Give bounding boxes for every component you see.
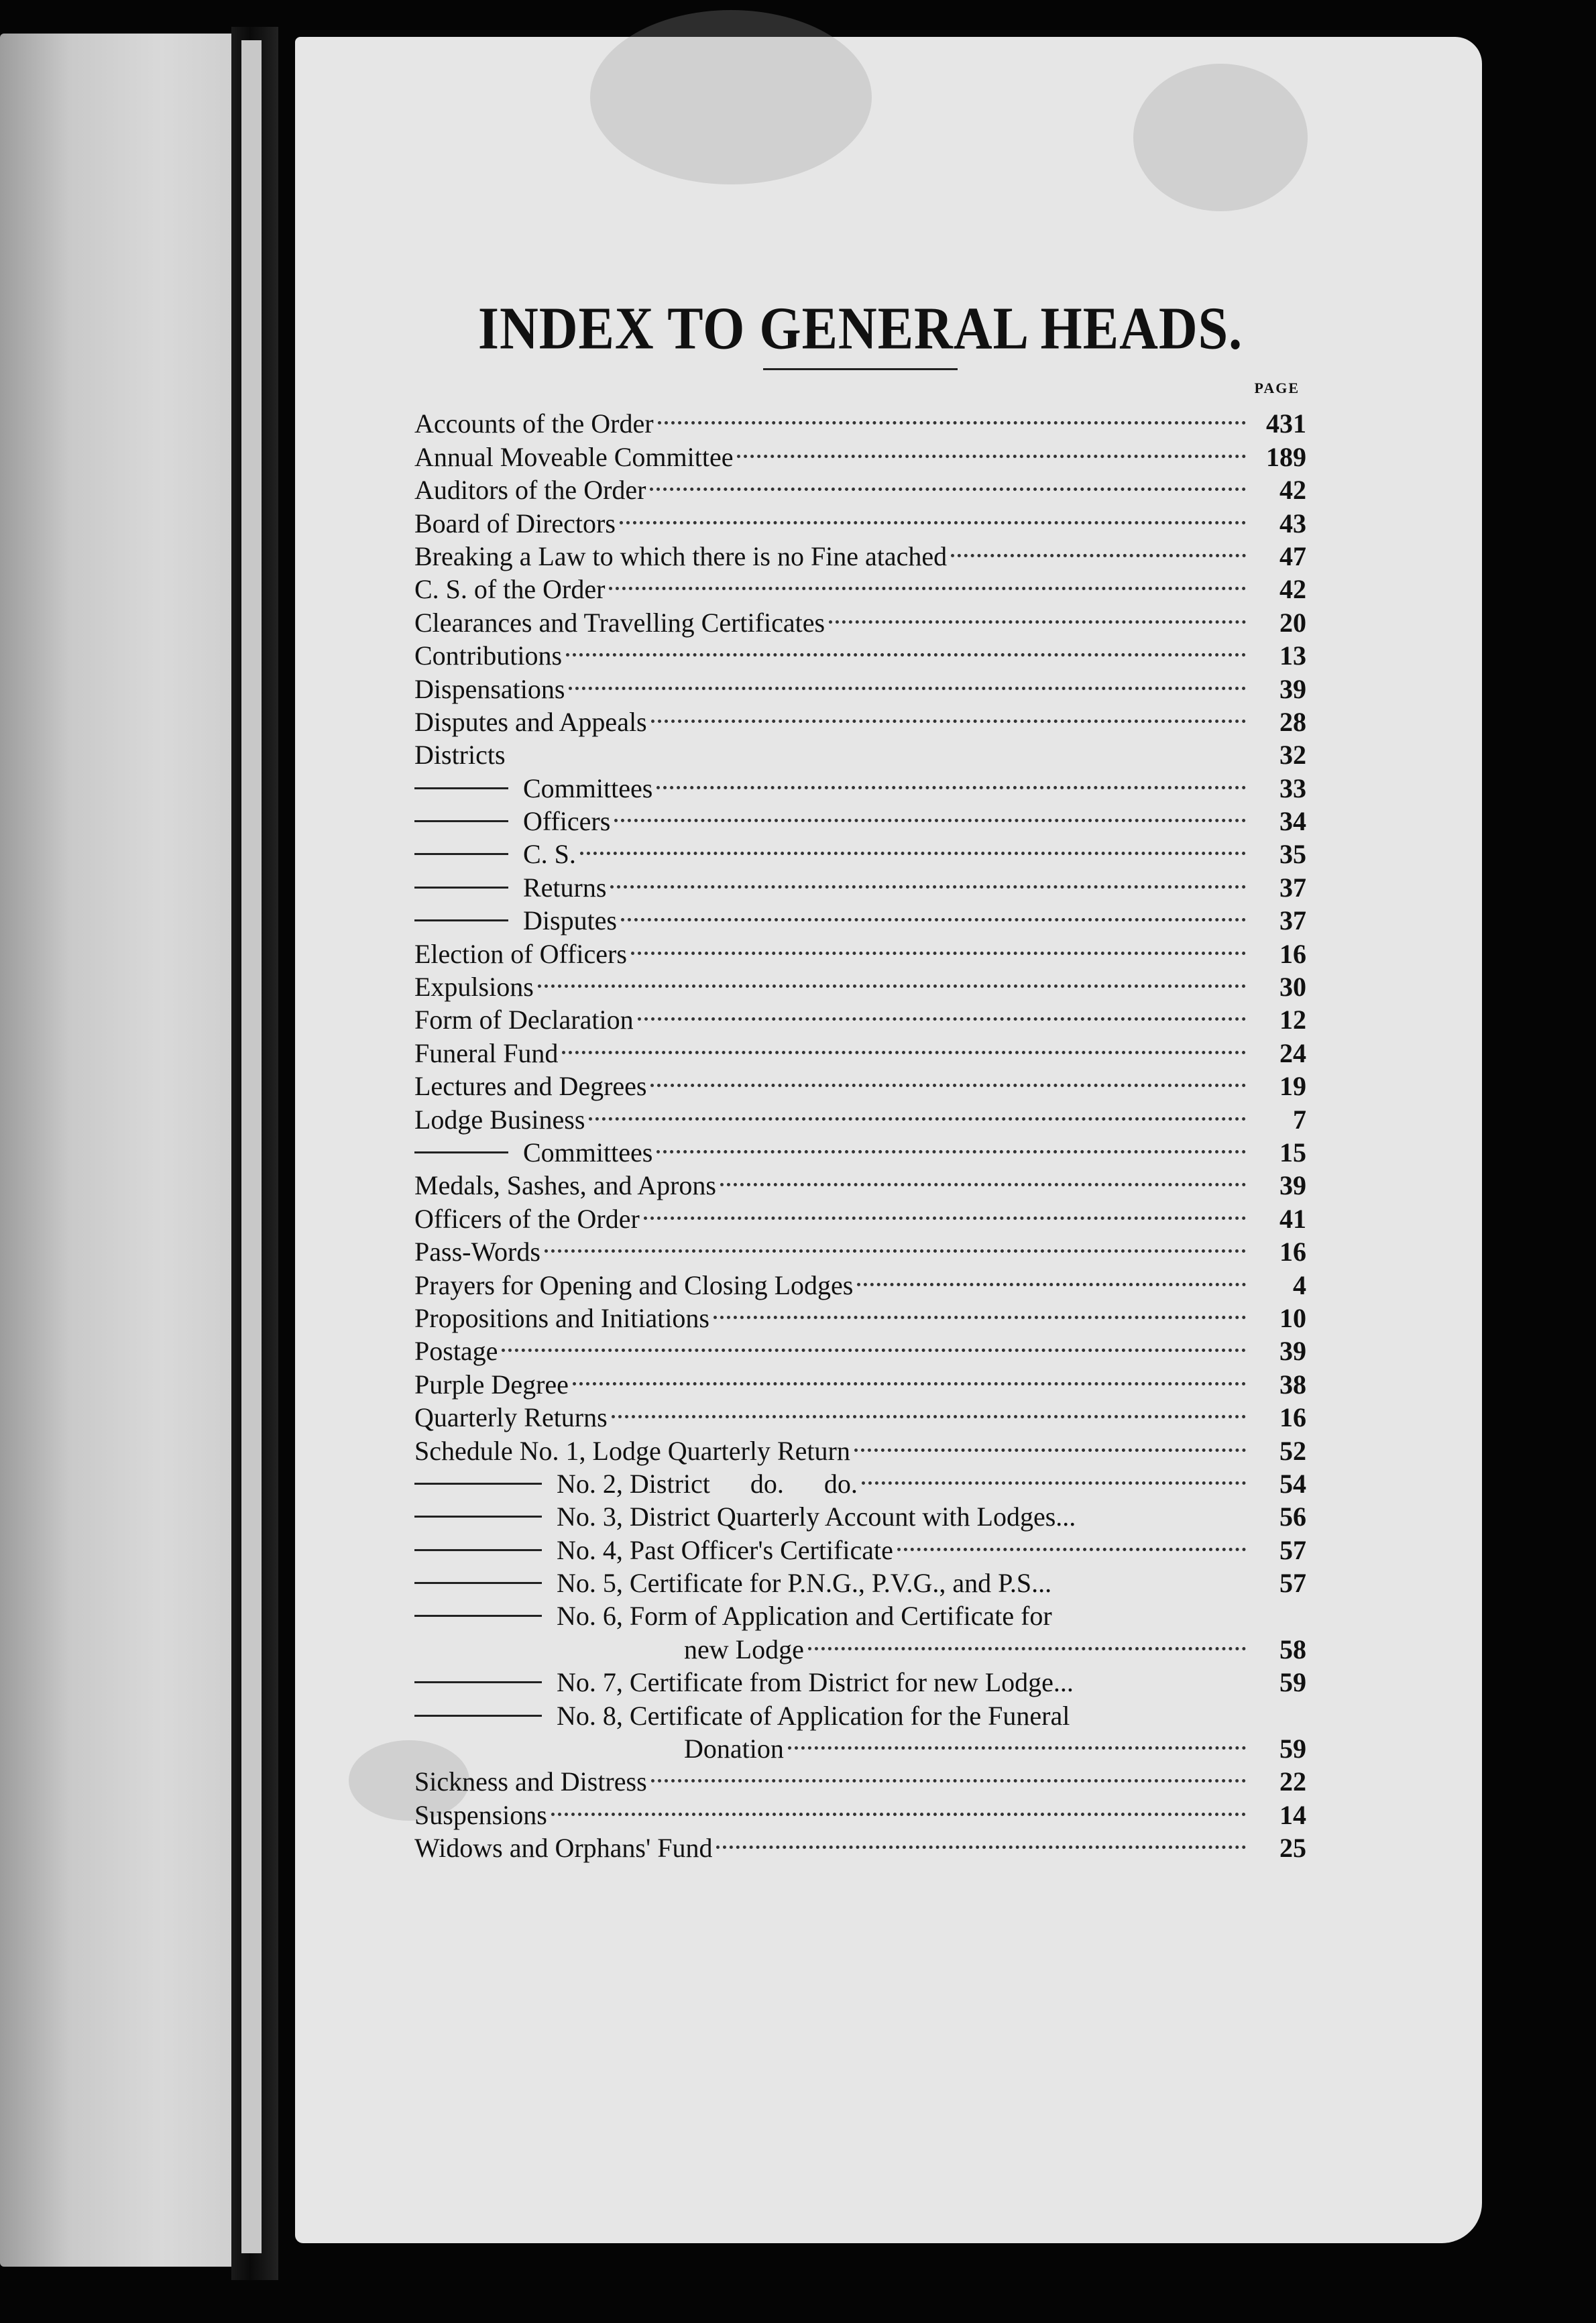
entry-label: No. 2, District do. do. — [557, 1468, 858, 1499]
entry-label: Auditors of the Order — [414, 475, 646, 506]
entry-page: 59 — [1279, 1667, 1306, 1698]
entry-label: Expulsions — [414, 972, 534, 1003]
entry-page: 56 — [1279, 1502, 1306, 1532]
entry-label: Quarterly Returns — [414, 1402, 608, 1433]
dot-leader — [1078, 1658, 1246, 1691]
entry-page: 14 — [1279, 1799, 1306, 1830]
index-entries — [414, 400, 1306, 1864]
entry-label: Widows and Orphans' Fund — [414, 1833, 713, 1864]
ditto-dash — [414, 1681, 542, 1683]
ditto-dash — [414, 853, 508, 855]
dot-leader — [510, 731, 1246, 764]
entry-label: Election of Officers — [414, 938, 627, 969]
entry-page: 42 — [1279, 475, 1306, 506]
dot-leader — [644, 1194, 1246, 1227]
entry-page: 16 — [1279, 1237, 1306, 1267]
ditto-dash — [414, 820, 508, 822]
entry-label: Medals, Sashes, and Aprons — [414, 1170, 716, 1201]
index-subentry — [414, 1493, 1306, 1532]
entry-label: Officers of the Order — [414, 1203, 640, 1234]
entry-label: Breaking a Law to which there is no Fine atached — [414, 541, 948, 571]
ditto-dash — [414, 919, 508, 921]
entry-label: C. S. — [523, 839, 576, 870]
entry-label: Districts — [414, 740, 506, 771]
entry-page: 52 — [1279, 1435, 1306, 1466]
entry-label: Funeral Fund — [414, 1037, 559, 1068]
ditto-dash — [414, 1516, 542, 1518]
index-entry — [414, 1824, 1306, 1864]
entry-page: 33 — [1279, 773, 1306, 803]
entry-label: No. 4, Past Officer's Certificate — [557, 1534, 893, 1565]
page-column-header: PAGE — [1254, 380, 1300, 396]
dot-leader — [658, 400, 1246, 433]
index-entry — [414, 1360, 1306, 1400]
entry-page: 54 — [1279, 1468, 1306, 1499]
entry-label: C. S. of the Order — [414, 574, 606, 605]
entry-page: 39 — [1279, 1170, 1306, 1201]
entry-label: No. 5, Certificate for P.N.G., P.V.G., and P.S... — [557, 1568, 1052, 1599]
index-continuation — [414, 1625, 1306, 1664]
entry-label: Prayers for Opening and Closing Lodges — [414, 1269, 854, 1300]
dot-leader — [657, 1129, 1246, 1162]
ditto-dash — [414, 787, 508, 789]
dot-leader — [610, 863, 1246, 896]
entry-page: 20 — [1279, 607, 1306, 638]
dot-leader — [714, 1294, 1246, 1327]
entry-page: 13 — [1279, 640, 1306, 671]
dot-leader — [621, 897, 1246, 929]
entry-page: 39 — [1279, 673, 1306, 704]
dot-leader — [650, 1062, 1246, 1095]
index-entry — [414, 1758, 1306, 1797]
dot-leader — [638, 996, 1246, 1029]
entry-page: 58 — [1279, 1634, 1306, 1664]
entry-label: No. 8, Certificate of Application for the Funeral — [557, 1700, 1070, 1731]
entry-page: 37 — [1279, 872, 1306, 903]
entry-page: 41 — [1279, 1203, 1306, 1234]
entry-label: Purple Degree — [414, 1369, 569, 1400]
dot-leader — [580, 830, 1246, 863]
dot-leader — [650, 466, 1246, 499]
entry-label: Board of Directors — [414, 508, 616, 539]
entry-page: 7 — [1293, 1104, 1306, 1135]
entry-label: Suspensions — [414, 1799, 547, 1830]
dot-leader — [545, 1228, 1246, 1261]
dot-leader — [538, 963, 1246, 996]
dot-leader — [897, 1526, 1246, 1559]
ditto-dash — [414, 1483, 542, 1485]
entry-label: Committees — [523, 773, 653, 803]
entry-page: 57 — [1279, 1568, 1306, 1599]
entry-page: 30 — [1279, 972, 1306, 1003]
entry-page: 43 — [1279, 508, 1306, 539]
dot-leader — [716, 1824, 1246, 1857]
ditto-dash — [414, 887, 508, 889]
entry-page: 24 — [1279, 1037, 1306, 1068]
entry-label: Postage — [414, 1336, 498, 1367]
dot-leader — [566, 632, 1246, 665]
entry-page: 15 — [1279, 1137, 1306, 1168]
dot-leader — [589, 1095, 1246, 1128]
entry-page: 10 — [1279, 1302, 1306, 1333]
entry-page: 39 — [1279, 1336, 1306, 1367]
dot-leader — [808, 1625, 1246, 1658]
ditto-dash — [414, 1549, 542, 1551]
dot-leader — [951, 532, 1246, 565]
entry-label: No. 3, District Quarterly Account with Lodges... — [557, 1502, 1076, 1532]
dot-leader — [569, 665, 1246, 697]
page-stain — [590, 10, 872, 184]
entry-label: Contributions — [414, 640, 563, 671]
entry-page: 35 — [1279, 839, 1306, 870]
dot-leader — [612, 1394, 1246, 1426]
index-subentry — [414, 1658, 1306, 1698]
index-entry — [414, 996, 1306, 1035]
index-entry — [414, 731, 1306, 771]
entry-page: 47 — [1279, 541, 1306, 571]
dot-leader — [862, 1460, 1246, 1493]
entry-page: 34 — [1279, 806, 1306, 837]
entry-page: 38 — [1279, 1369, 1306, 1400]
left-page-margin-strip — [241, 40, 262, 2253]
index-subentry — [414, 764, 1306, 803]
entry-label: Pass-Words — [414, 1237, 540, 1267]
index-entry — [414, 400, 1306, 439]
entry-page: 22 — [1279, 1766, 1306, 1797]
dot-leader — [631, 929, 1246, 962]
index-entry — [414, 1327, 1306, 1367]
dot-leader — [1056, 1559, 1246, 1592]
entry-label: Disputes and Appeals — [414, 706, 647, 737]
index-entry — [414, 1228, 1306, 1267]
entry-label: Lodge Business — [414, 1104, 585, 1135]
entry-page: 19 — [1279, 1071, 1306, 1102]
dot-leader — [720, 1162, 1246, 1194]
entry-page: 32 — [1279, 740, 1306, 771]
entry-page: 431 — [1266, 408, 1306, 439]
page-title: INDEX TO GENERAL HEADS. — [477, 296, 1243, 362]
dot-leader — [1056, 1592, 1246, 1625]
dot-leader — [788, 1725, 1246, 1758]
entry-label: Officers — [523, 806, 611, 837]
entry-page: 16 — [1279, 1402, 1306, 1433]
dot-leader — [657, 764, 1246, 797]
dot-leader — [854, 1426, 1246, 1459]
entry-label: Annual Moveable Committee — [414, 441, 734, 472]
dot-leader — [1080, 1493, 1246, 1526]
entry-page: 59 — [1279, 1734, 1306, 1764]
entry-page: 189 — [1266, 441, 1306, 472]
entry-page: 25 — [1279, 1833, 1306, 1864]
entry-label: new Lodge — [684, 1634, 804, 1664]
entry-label: No. 6, Form of Application and Certificate for — [557, 1601, 1052, 1632]
entry-label: No. 7, Certificate from District for new Lodge... — [557, 1667, 1074, 1698]
entry-page: 37 — [1279, 905, 1306, 936]
entry-label: Form of Declaration — [414, 1005, 634, 1035]
dot-leader — [573, 1360, 1246, 1393]
dot-leader — [1074, 1691, 1246, 1724]
entry-page: 42 — [1279, 574, 1306, 605]
dot-leader — [829, 598, 1246, 631]
dot-leader — [737, 433, 1246, 465]
entry-page: 57 — [1279, 1534, 1306, 1565]
ditto-dash — [414, 1151, 508, 1153]
entry-label: Accounts of the Order — [414, 408, 654, 439]
entry-page: 12 — [1279, 1005, 1306, 1035]
dot-leader — [609, 565, 1246, 598]
index-content — [414, 295, 1306, 1864]
entry-label: Propositions and Initiations — [414, 1302, 709, 1333]
dot-leader — [562, 1029, 1246, 1062]
left-page — [0, 34, 231, 2267]
dot-leader — [551, 1791, 1246, 1823]
entry-label: Donation — [684, 1734, 784, 1764]
entry-label: Returns — [523, 872, 607, 903]
entry-page: 28 — [1279, 706, 1306, 737]
entry-label: Lectures and Degrees — [414, 1071, 647, 1102]
title-rule — [763, 368, 958, 370]
ditto-dash — [414, 1715, 542, 1717]
entry-label: Dispensations — [414, 673, 565, 704]
dot-leader — [651, 698, 1246, 731]
index-entry — [414, 963, 1306, 1003]
dot-leader — [502, 1327, 1246, 1360]
entry-label: Clearances and Travelling Certificates — [414, 607, 825, 638]
index-entry — [414, 1261, 1306, 1300]
ditto-dash — [414, 1615, 542, 1617]
page-stain — [1133, 64, 1308, 211]
entry-label: Schedule No. 1, Lodge Quarterly Return — [414, 1435, 850, 1466]
dot-leader — [620, 499, 1246, 532]
entry-label: Sickness and Distress — [414, 1766, 647, 1797]
dot-leader — [651, 1758, 1246, 1791]
entry-page: 16 — [1279, 938, 1306, 969]
ditto-dash — [414, 1582, 542, 1584]
entry-label: Committees — [523, 1137, 653, 1168]
dot-leader — [857, 1261, 1246, 1294]
dot-leader — [614, 797, 1246, 830]
entry-page: 4 — [1293, 1269, 1306, 1300]
entry-label: Disputes — [523, 905, 617, 936]
index-continuation — [414, 1725, 1306, 1764]
